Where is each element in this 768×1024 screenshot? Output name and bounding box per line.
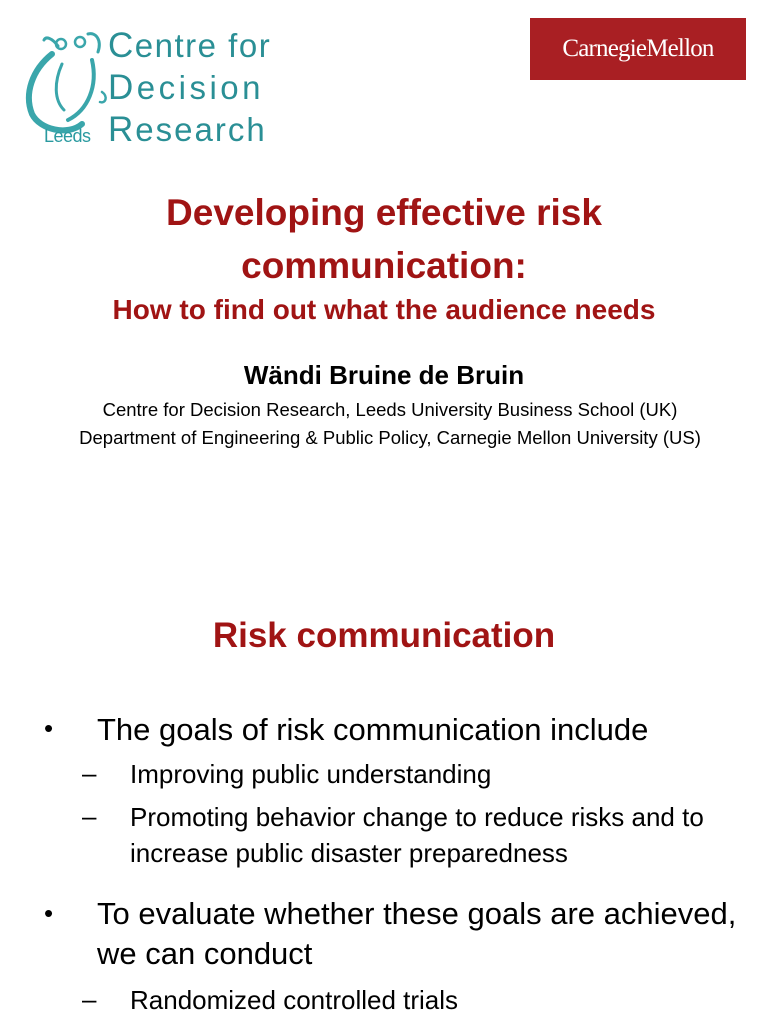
author-name: Wändi Bruine de Bruin [243, 360, 525, 390]
bullet-marker: • [44, 713, 54, 743]
title-line-1: Developing effective risk [166, 192, 602, 233]
cdr-line-decision: Decision [108, 68, 265, 107]
leeds-label: Leeds [44, 126, 91, 146]
cdr-logo [14, 22, 294, 152]
sub-bullet-marker: – [82, 758, 97, 788]
bullet-item: The goals of risk communication include [97, 712, 649, 747]
affiliation-cmu: Department of Engineering & Public Policy, Carnegie Mellon University (US) [79, 427, 701, 448]
bullet-marker: • [44, 898, 54, 928]
bullet-item: To evaluate whether these goals are achieved, we can conduct [97, 896, 737, 971]
cdr-line-research: Research [108, 110, 267, 149]
sub-bullet-marker: – [82, 801, 97, 831]
carnegie-mellon-logo: CarnegieMellon [530, 18, 746, 80]
sub-bullet-item: Improving public understanding [130, 759, 492, 789]
subtitle: How to find out what the audience needs [112, 294, 656, 325]
sub-bullet-item: Randomized controlled trials [130, 985, 459, 1015]
cdr-line-centre: Centre for [108, 26, 272, 65]
title-line-2: communication: [241, 245, 527, 286]
sub-bullet-item: Promoting behavior change to reduce risks and to increase public disaster preparedness [130, 802, 704, 868]
sub-bullet-marker: – [82, 984, 97, 1014]
section-heading: Risk communication [212, 616, 556, 655]
affiliation-leeds: Centre for Decision Research, Leeds University Business School (UK) [102, 399, 678, 420]
